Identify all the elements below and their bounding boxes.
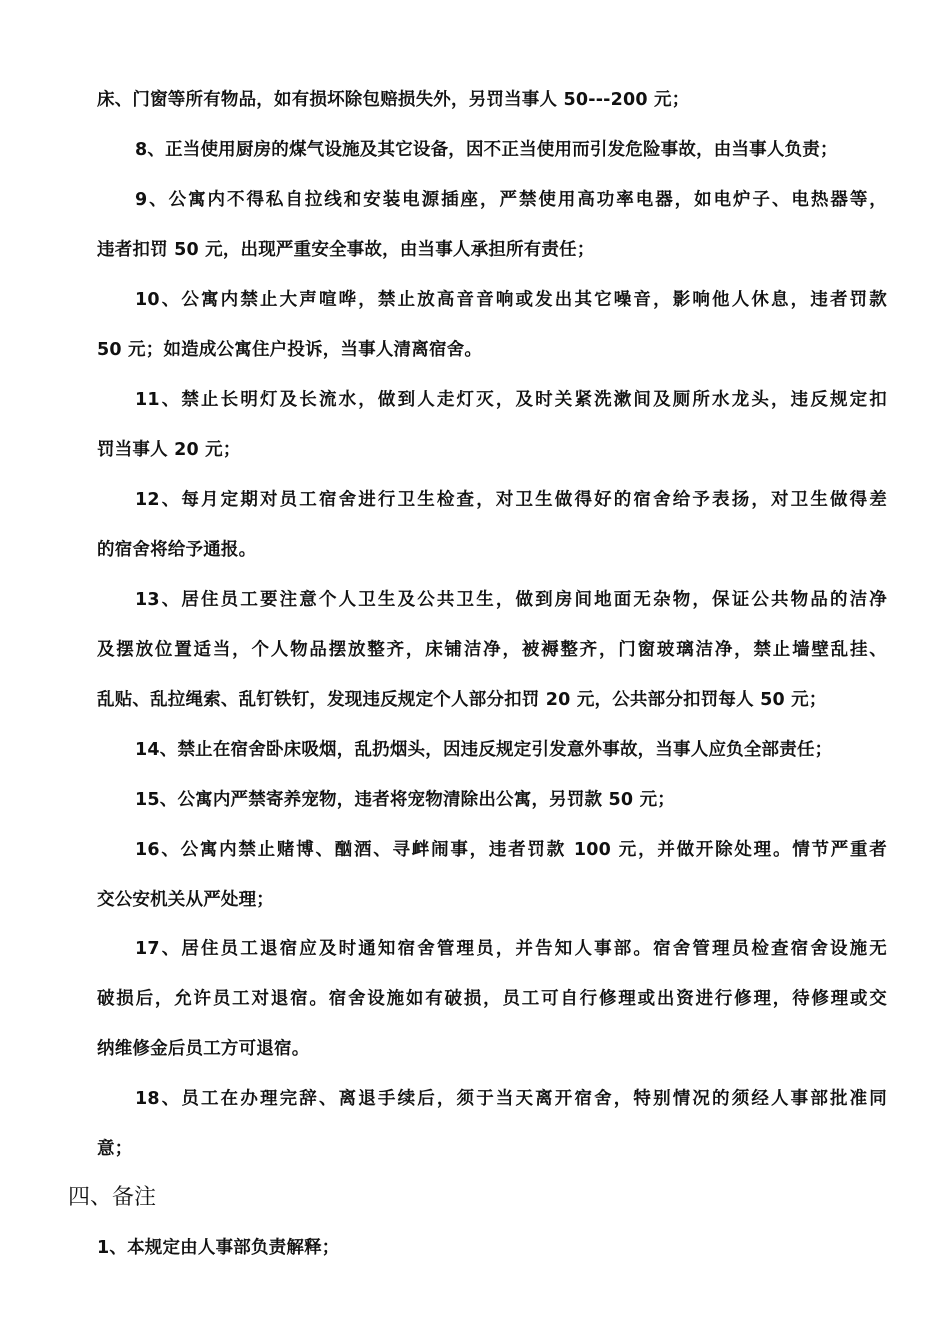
rule-17: 17、居住员工退宿应及时通知宿舍管理员，并告知人事部。宿舍管理员检查宿舍设施无: [135, 939, 887, 959]
text-line: 交公安机关从严处理；: [97, 890, 274, 910]
rule-15: 15、公寓内严禁寄养宠物，违者将宠物清除出公寓，另罚款 50 元；: [135, 790, 675, 810]
remark-1: 1、本规定由人事部负责解释；: [97, 1238, 340, 1258]
text-line: 及摆放位置适当，个人物品摆放整齐，床铺洁净，被褥整齐，门窗玻璃洁净，禁止墙壁乱挂、: [97, 640, 887, 660]
rule-12: 12、每月定期对员工宿舍进行卫生检查，对卫生做得好的宿舍给予表扬，对卫生做得差: [135, 490, 887, 510]
rule-10: 10、公寓内禁止大声喧哗，禁止放高音音响或发出其它噪音，影响他人休息，违者罚款: [135, 290, 887, 310]
text-line: 罚当事人 20 元；: [97, 440, 241, 460]
text-line: 破损后，允许员工对退宿。宿舍设施如有破损，员工可自行修理或出资进行修理，待修理或交: [97, 989, 887, 1009]
text-line: 乱贴、乱拉绳索、乱钉铁钉，发现违反规定个人部分扣罚 20 元，公共部分扣罚每人 50 元；: [97, 690, 827, 710]
text-line: 床、门窗等所有物品，如有损坏除包赔损失外，另罚当事人 50---200 元；: [97, 90, 690, 110]
text-line: 的宿舍将给予通报。: [97, 540, 257, 560]
text-line: 意；: [97, 1139, 133, 1159]
rule-16: 16、公寓内禁止赌博、酗酒、寻衅闹事，违者罚款 100 元，并做开除处理。情节严重者: [135, 840, 887, 860]
rule-14: 14、禁止在宿舍卧床吸烟，乱扔烟头，因违反规定引发意外事故，当事人应负全部责任；: [135, 740, 833, 760]
rule-9: 9、公寓内不得私自拉线和安装电源插座，严禁使用高功率电器，如电炉子、电热器等，: [135, 190, 887, 210]
rule-8: 8、正当使用厨房的煤气设施及其它设备，因不正当使用而引发危险事故，由当事人负责；: [135, 140, 838, 160]
text-line: 50 元；如造成公寓住户投诉，当事人清离宿舍。: [97, 340, 483, 360]
text-line: 纳维修金后员工方可退宿。: [97, 1039, 310, 1059]
rule-18: 18、员工在办理完辞、离退手续后，须于当天离开宿舍，特别情况的须经人事部批准同: [135, 1089, 887, 1109]
rule-13: 13、居住员工要注意个人卫生及公共卫生，做到房间地面无杂物，保证公共物品的洁净: [135, 590, 887, 610]
section-heading: 四、备注: [68, 1185, 157, 1210]
rule-11: 11、禁止长明灯及长流水，做到人走灯灭，及时关紧洗漱间及厕所水龙头，违反规定扣: [135, 390, 887, 410]
text-line: 违者扣罚 50 元，出现严重安全事故，由当事人承担所有责任；: [97, 240, 595, 260]
